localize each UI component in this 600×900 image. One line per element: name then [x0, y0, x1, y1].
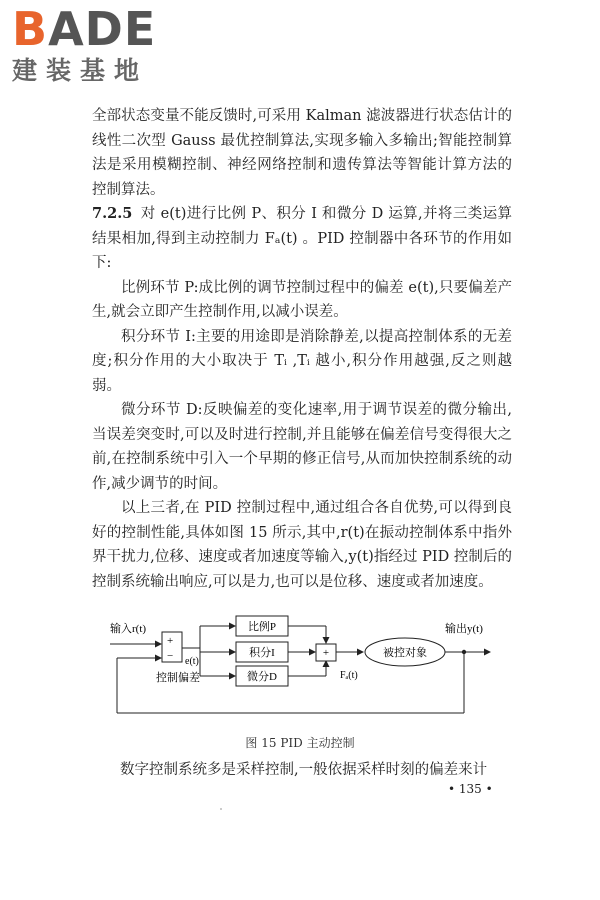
section-number: 7.2.5 — [92, 205, 133, 222]
output-label: 输出y(t) — [445, 623, 483, 635]
paragraph-intro: 全部状态变量不能反馈时,可采用 Kalman 滤波器进行状态估计的线性二次型 Gauss 最优控制算法,实现多输入多输出;智能控制算法是采用模糊控制、神经网络控制和遗传算法等智能计算方法的控制算法。 — [92, 108, 512, 198]
pid-block-diagram — [100, 608, 510, 726]
paragraph-derivative: 微分环节 D:反映偏差的变化速率,用于调节误差的微分输出,当误差突变时,可以及时进行控制,并且能够在偏差信号变得很大之前,在控制系统中引入一个早期的修正信号,从而加快控制系统的动作,减少调节的时间。 — [92, 402, 512, 492]
page-body — [92, 104, 512, 594]
paragraph-summary: 以上三者,在 PID 控制过程中,通过组合各自优势,可以得到良好的控制性能,具体如图 15 所示,其中,r(t)在振动控制体系中指外界干扰力,位移、速度或者加速度等输入,y(t)指经过 PID 控制后的控制系统输出响应,可以是力,也可以是位移、速度或者加速度。 — [92, 500, 512, 590]
figure-caption: 图 15 PID 主动控制 — [245, 736, 355, 750]
paragraph-proportional: 比例环节 P:成比例的调节控制过程中的偏差 e(t),只要偏差产生,就会立即产生控制作用,以减小误差。 — [92, 279, 512, 320]
derivative-label: 微分D — [247, 671, 277, 683]
plant-label: 被控对象 — [383, 647, 427, 659]
paragraph-integral: 积分环节 I:主要的用途即是消除静差,以提高控制体系的无差度;积分作用的大小取决于 Tᵢ ,Tᵢ 越小,积分作用越强,反之则越弱。 — [92, 328, 512, 394]
proportional-label: 比例P — [247, 621, 277, 633]
scan-speck — [220, 808, 222, 810]
force-label: Fₐ(t) — [340, 670, 358, 681]
logo-chinese: 建装基地 — [12, 56, 149, 85]
section-text: 对 e(t)进行比例 P、积分 I 和微分 D 运算,并将三类运算结果相加,得到主动控制力 Fₐ(t) 。PID 控制器中各环节的作用如下: — [92, 206, 512, 271]
paragraph-section — [92, 202, 512, 276]
sum1-plus: + — [167, 635, 174, 647]
sum1-minus: − — [167, 650, 174, 662]
integral-label: 积分I — [249, 647, 275, 659]
input-label: 输入r(t) — [110, 623, 147, 635]
page-number: • 135 • — [448, 782, 493, 796]
brand-logo — [12, 2, 157, 86]
error-caption: 控制偏差 — [156, 672, 200, 684]
logo-wordmark: BADE — [12, 2, 157, 56]
paragraph-continuation: 数字控制系统多是采样控制,一般依据采样时刻的偏差来计 — [120, 762, 488, 778]
error-label: e(t) — [185, 656, 199, 667]
sum2-plus: + — [322, 647, 330, 659]
